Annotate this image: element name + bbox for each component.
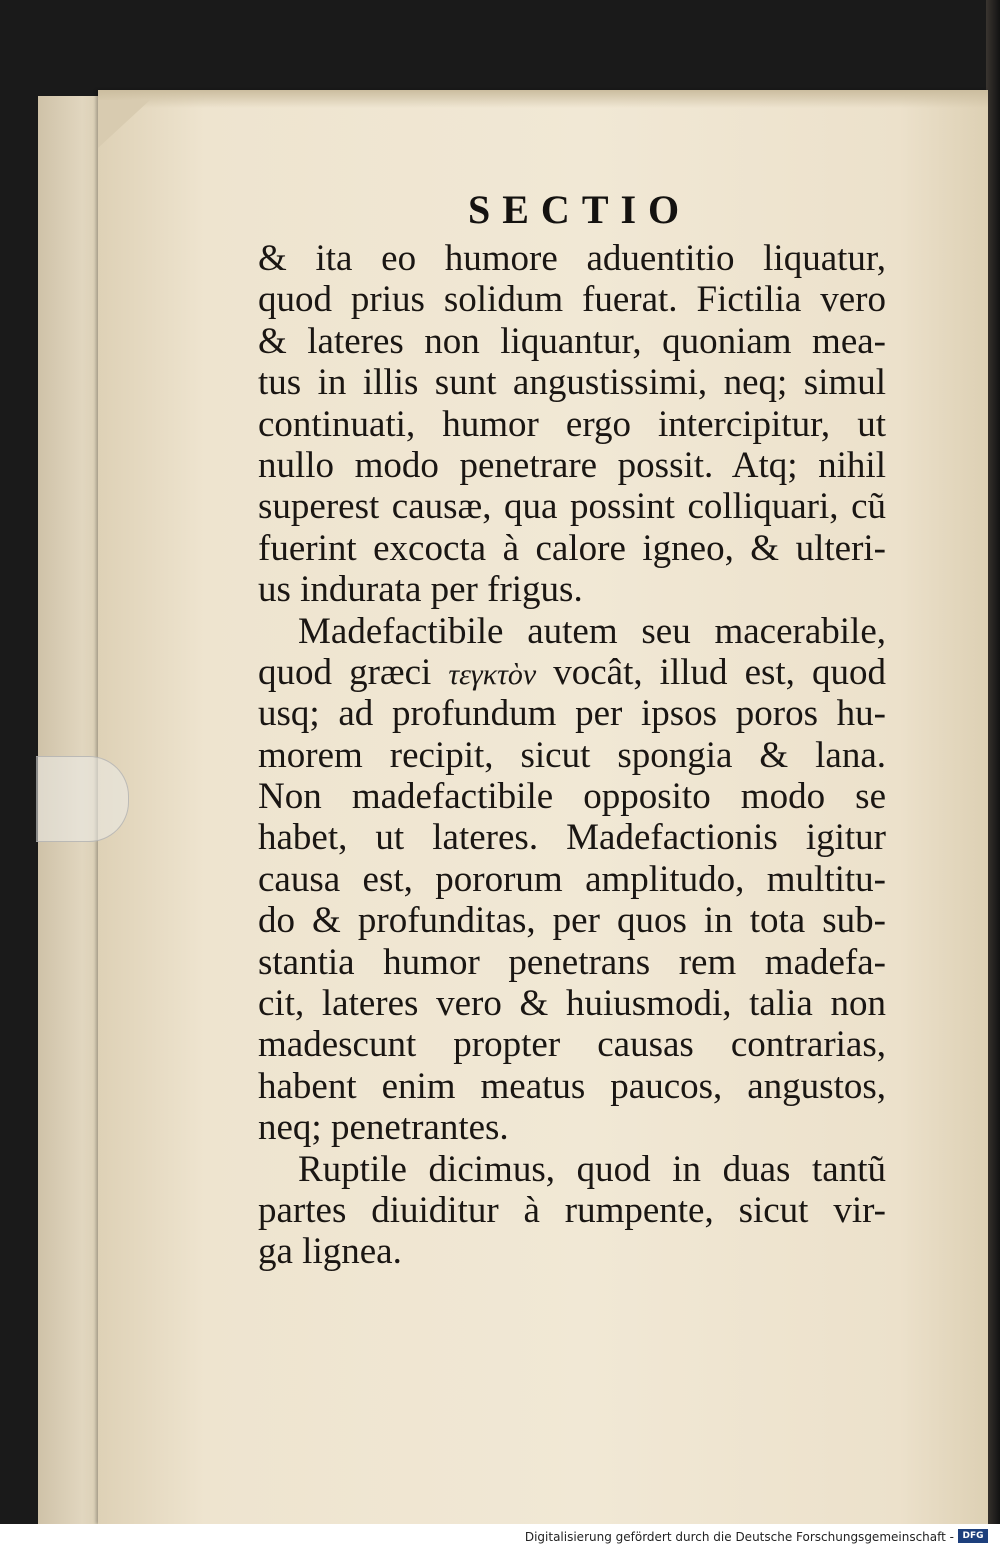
text-line: morem recipit, sicut spongia & lana. bbox=[258, 734, 886, 776]
text-line: superest causæ, qua possint colliquari, cũ bbox=[258, 486, 886, 528]
text-line: tus in illis sunt angustissimi, neq; simul bbox=[258, 362, 886, 404]
scan-edge-right bbox=[986, 0, 1000, 1524]
dfg-logo: DFG bbox=[958, 1529, 988, 1543]
text-line: nullo modo penetrare possit. Atq; nihil bbox=[258, 444, 886, 486]
text-line: neq; penetrantes. bbox=[258, 1107, 509, 1149]
page-corner-fold bbox=[98, 100, 150, 148]
text-fragment: vocât, illud est, quod bbox=[553, 651, 886, 693]
footer-bar bbox=[0, 1524, 1000, 1550]
text-line: stantia humor penetrans rem madefa- bbox=[258, 941, 886, 983]
greek-word: τεγκτὸν bbox=[448, 657, 537, 691]
text-line: us indurata per frigus. bbox=[258, 569, 583, 611]
text-line: quod prius solidum fuerat. Fictilia vero bbox=[258, 279, 886, 321]
text-line: partes diuiditur à rumpente, sicut vir- bbox=[258, 1189, 886, 1231]
text-line: fuerint excocta à calore igneo, & ulteri- bbox=[258, 527, 886, 569]
page-heading: SECTIO bbox=[468, 187, 692, 232]
text-line: habet, ut lateres. Madefactionis igitur bbox=[258, 817, 886, 859]
text-line: Non madefactibile opposito modo se bbox=[258, 776, 886, 818]
text-line: & ita eo humore aduentitio liquatur, bbox=[258, 238, 886, 279]
page-tab-marker bbox=[36, 756, 129, 842]
text-line: continuati, humor ergo intercipitur, ut bbox=[258, 403, 886, 445]
text-line: & lateres non liquantur, quoniam mea- bbox=[258, 320, 886, 362]
text-line-with-greek bbox=[258, 652, 886, 693]
text-line: Madefactibile autem seu macerabile, bbox=[298, 610, 886, 652]
text-fragment: quod græci bbox=[258, 651, 432, 693]
text-line: cit, lateres vero & huiusmodi, talia non bbox=[258, 983, 886, 1025]
text-line: causa est, pororum amplitudo, multitu- bbox=[258, 858, 886, 900]
digitization-credit: Digitalisierung gefördert durch die Deutsche Forschungsgemeinschaft - bbox=[524, 1530, 954, 1544]
text-line: do & profunditas, per quos in tota sub- bbox=[258, 900, 886, 942]
text-line: madescunt propter causas contrarias, bbox=[258, 1024, 886, 1066]
text-line: usq; ad profundum per ipsos poros hu- bbox=[258, 693, 886, 735]
page-text bbox=[258, 238, 886, 1273]
text-line: Ruptile dicimus, quod in duas tantũ bbox=[298, 1148, 886, 1190]
text-line: habent enim meatus paucos, angustos, bbox=[258, 1065, 886, 1107]
text-line: ga lignea. bbox=[258, 1231, 402, 1273]
